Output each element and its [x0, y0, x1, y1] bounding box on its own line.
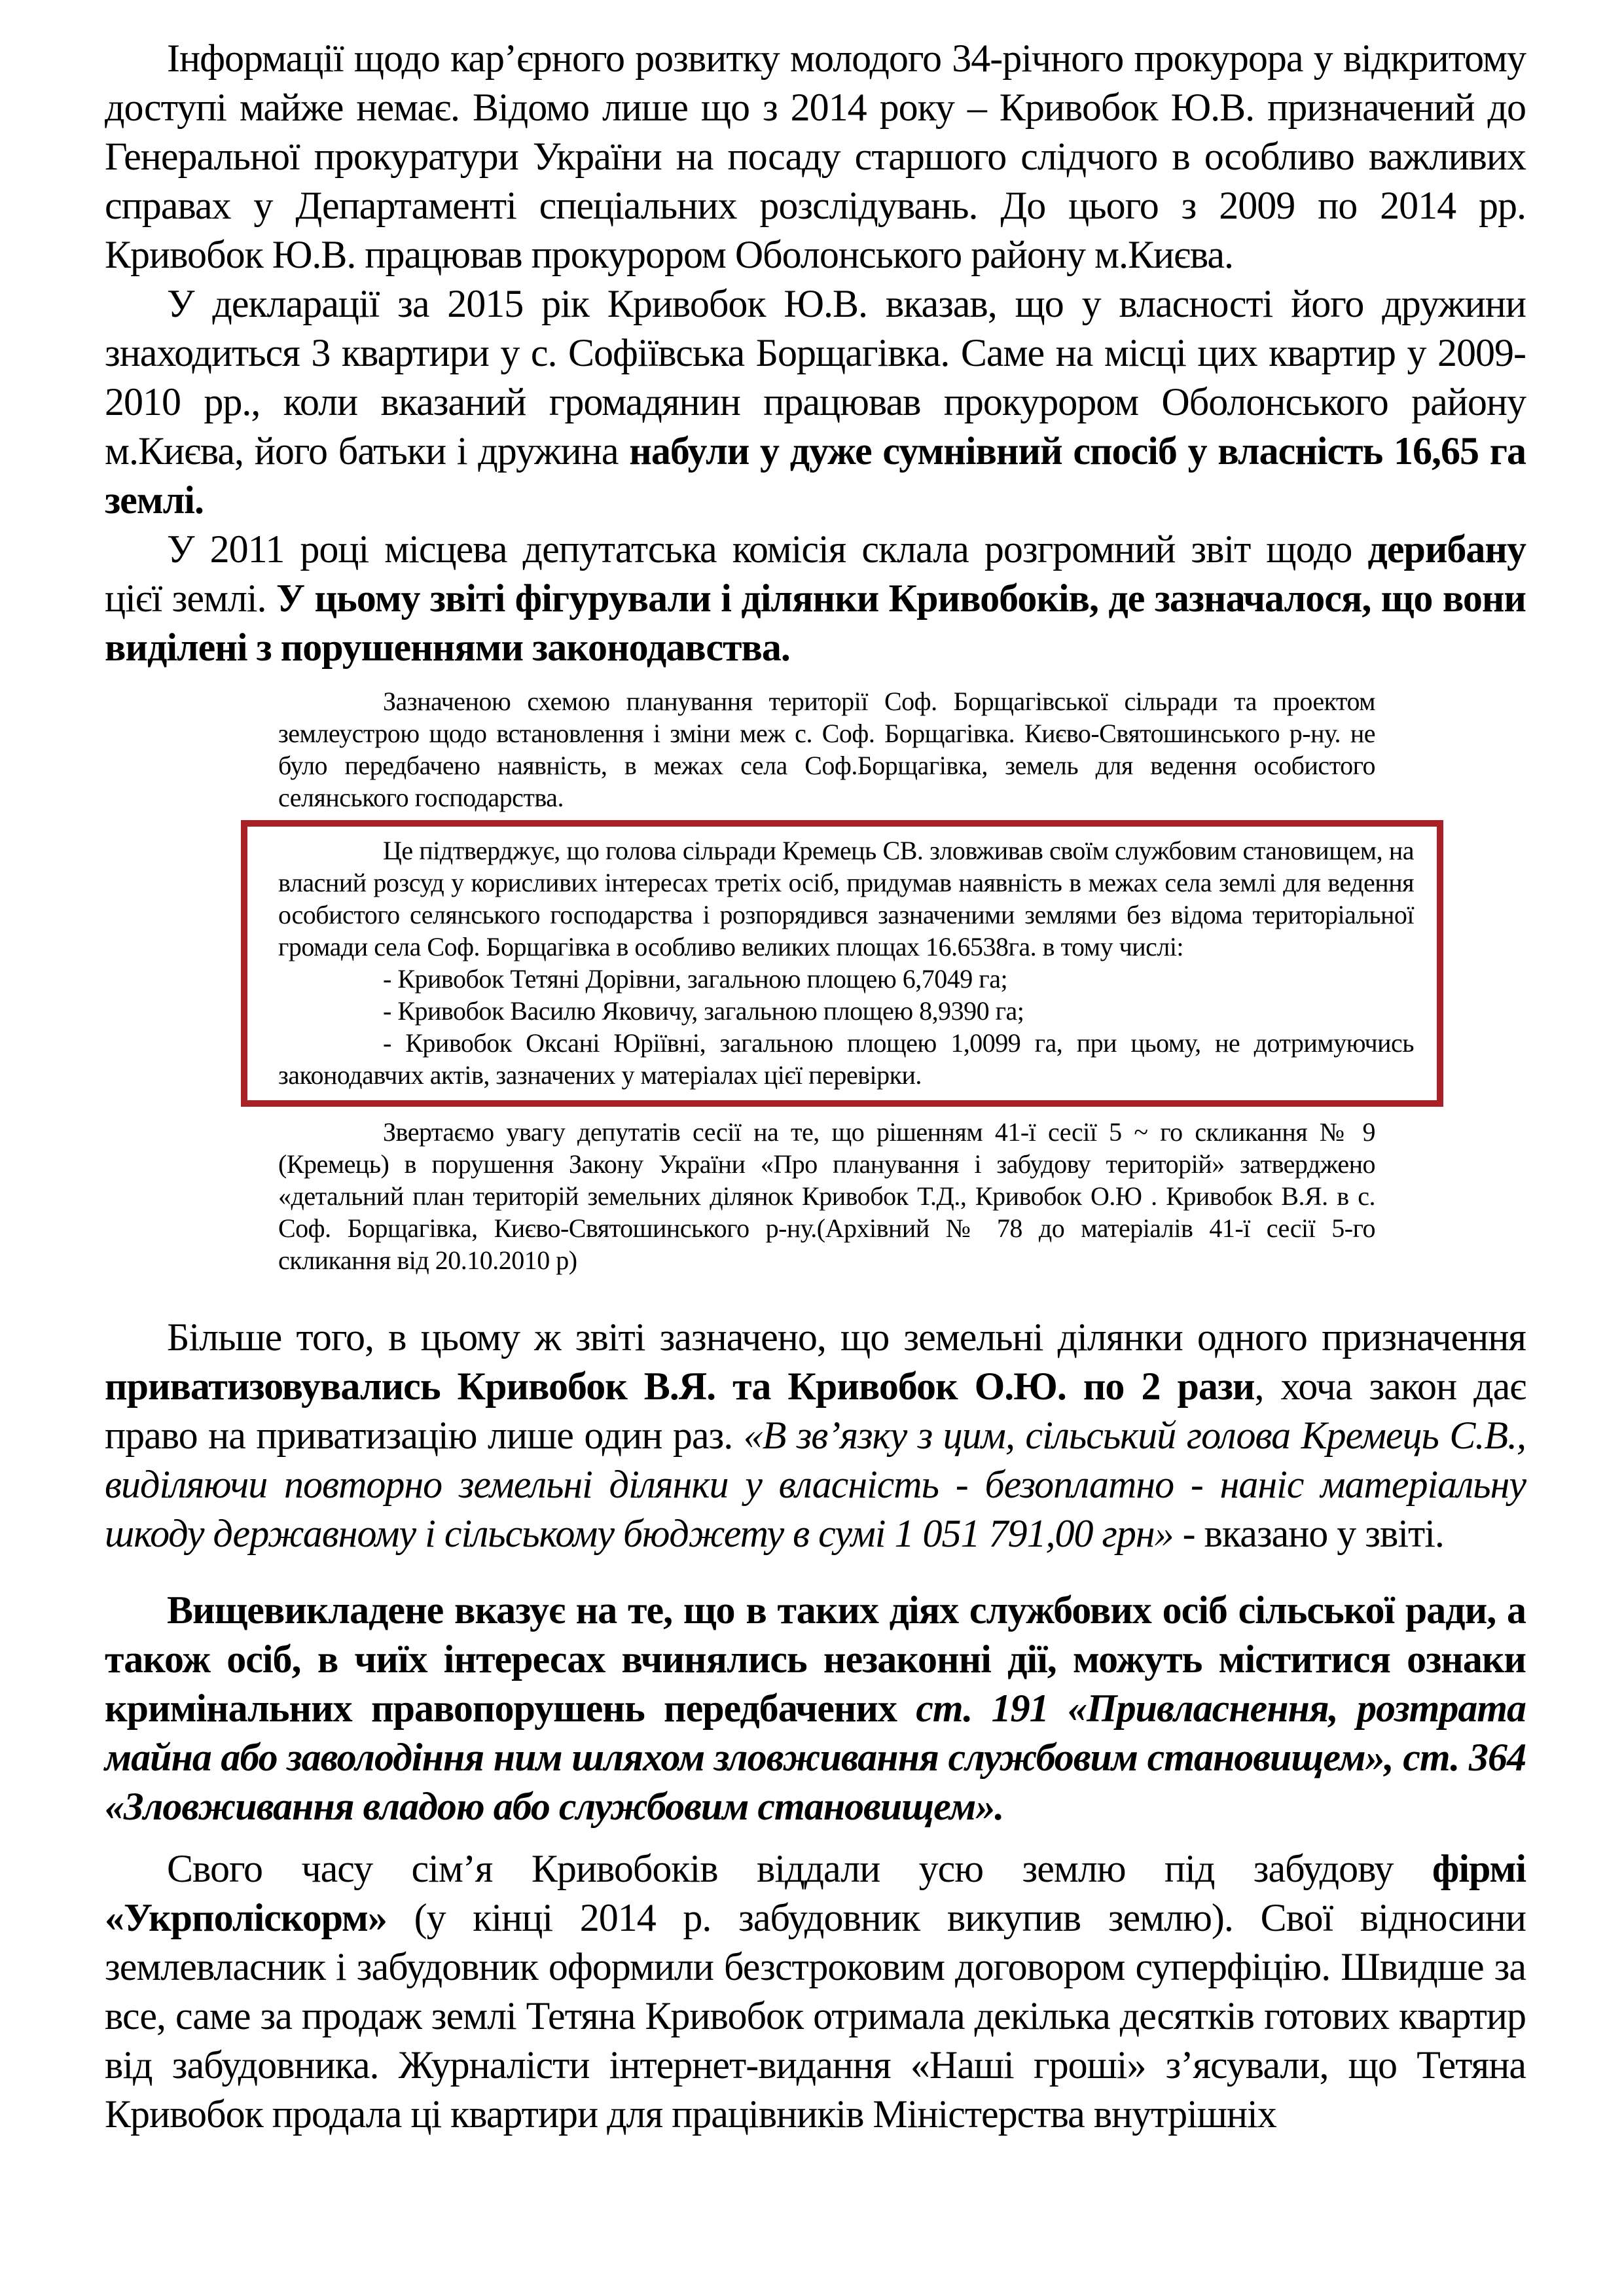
paragraph-declaration-2015 [105, 279, 1526, 525]
list-item-krivobok-vasyl: - Кривобок Василю Яковичу, загальною площею 8,9390 га; [383, 996, 1024, 1026]
quote-paragraph-planning-scheme: Зазначеною схемою планування території Соф. Борщагівської сільради та проектом землеустрою щодо встановлення і зміни меж с. Соф. Борщагівка. Києво-Святошинського р-ну. не було передбачено наявність, в межах села Соф.Борщагівка, земель для ведення особистого селянського господарства. [278, 687, 1375, 812]
text-run: , хоча закон дає право на приватизацію лише один раз. [105, 1365, 1526, 1457]
text-run: У 2011 році місцева депутатська комісія склала розгромний звіт щодо [167, 528, 1368, 571]
quote-paragraph-session-decision: Звертаємо увагу депутатів сесії на те, що рішенням 41-ї сесії 5 ~ го скликання № 9 (Кремець) в порушення Закону України «Про планування і забудову територій» затверджено «детальний план територій земельних ділянок Кривобок Т.Д., Кривобок О.Ю . Кривобок В.Я. в с. Соф. Борщагівка, Києво-Святошинського р-ну.(Архівний № 78 до матеріалів 41-ї сесії 5-го скликання від 20.10.2010 р) [278, 1117, 1375, 1275]
text-run-bold-italic-articles: ст. 191 «Привласнення, розтрата майна або заволодіння ним шляхом зловживання службовим становищем», ст. 364 «Зловживання владою або службовим становищем». [105, 1687, 1526, 1828]
text-run-bold-firm-name: фірмі «Укрполіскорм» [105, 1847, 1526, 1939]
violation-highlight-box [241, 820, 1443, 1107]
paragraph-double-privatization [105, 1313, 1526, 1558]
text-run: У декларації за 2015 рік Кривобок Ю.В. вказав, що у власності його дружини знаходиться 3 квартири у с. Софіївська Борщагівка. Саме на місці цих квартир у 2009-2010 рр., коли вказаний громадянин працював прокурором Оболонського району м.Києва, його батьки і дружина [105, 282, 1526, 473]
paragraph-2011-report [105, 525, 1526, 672]
text-run: Більше того, в цьому ж звіті зазначено, що земельні ділянки одного призначення [167, 1316, 1526, 1359]
text-run-bold-plots-featured: У цьому звіті фігурували і ділянки Кривобоків, де зазначалося, що вони виділені з порушеннями законодавства. [105, 577, 1526, 669]
text-run-bold-land-acquired: набули у дуже сумнівний спосіб у власність 16,65 га землі. [105, 429, 1526, 522]
text-run: (у кінці 2014 р. забудовник викупив землю). Свої відносини землевласник і забудовник оформили безстроковим договором суперфіцію. Швидше за все, саме за продаж землі Тетяна Кривобок отримала декілька десятків готових квартир від забудовника. Журналісти інтернет-видання «Наші гроші» з’ясували, що Тетяна Кривобок продала ці квартири для працівників Міністерства внутрішніх [105, 1896, 1526, 2136]
paragraph-ukrpoliskorm [105, 1844, 1526, 2139]
text-run-bold-derybanu: дерибану [1367, 528, 1526, 571]
list-item-krivobok-oksana: - Кривобок Оксані Юріївні, загальною площею 1,0099 га, при цьому, не дотримуючись законодавчих актів, зазначених у матеріалах цієї перевірки. [278, 1028, 1414, 1090]
text-run-italic-damage-quote: «В зв’язку з цим, сільський голова Кремець С.В., виділяючи повторно земельні ділянки у власність - безоплатно - наніс матеріальну шкоду державному і сільському бюджету в сумі 1 051 791,00 грн» [105, 1414, 1526, 1555]
report-quote-block [105, 685, 1526, 1276]
quote-paragraph-village-head-abuse: Це підтверджує, що голова сільради Кремець СВ. зловживав своїм службовим становищем, на власний розсуд у корисливих інтересах третіх осіб, придумав наявність в межах села землі для ведення особистого селянського господарства і розпорядився зазначеними землями без відома територіальної громади села Соф. Борщагівка в особливо великих площах 16.6538га. в тому числі: [278, 836, 1414, 961]
text-run-bold: Вищевикладене вказує на те, що в таких діях службових осіб сільської ради, а також осіб, в чиїх інтересах вчинялись незаконні дії, можуть міститися ознаки кримінальних правопорушень передбачених [105, 1588, 1526, 1730]
text-run-bold-privatized-twice: приватизовувались Кривобок В.Я. та Кривобок О.Ю. по 2 рази [105, 1365, 1255, 1408]
paragraph-career-info: Інформації щодо кар’єрного розвитку молодого 34-річного прокурора у відкритому доступі майже немає. Відомо лише що з 2014 року – Кривобок Ю.В. призначений до Генеральної прокуратури України на посаду старшого слідчого в особливо важливих справах у Департаменті спеціальних розслідувань. До цього з 2009 по 2014 рр. Кривобок Ю.В. працював прокурором Оболонського району м.Києва. [105, 37, 1526, 276]
list-item-krivobok-tetyana: - Кривобок Тетяні Дорівни, загальною площею 6,7049 га; [383, 964, 1008, 994]
text-run: цієї землі. [105, 577, 276, 620]
text-run: - вказано у звіті. [1173, 1512, 1444, 1555]
paragraph-criminal-offenses [105, 1586, 1526, 1831]
text-run: Свого часу сім’я Кривобоків віддали усю землю під забудову [167, 1847, 1432, 1890]
